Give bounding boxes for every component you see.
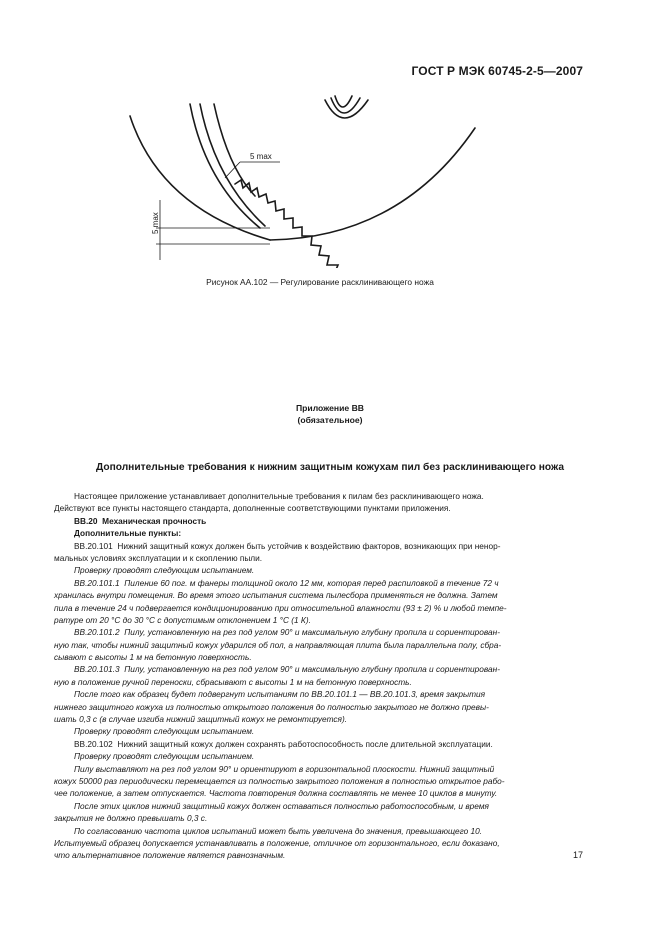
p101-line-1 xyxy=(74,540,584,552)
agree-line-2: Испытуемый образец допускается устанавливать в положение, отличное от горизонтального, если доказано, xyxy=(54,837,500,848)
check-line-2: Проверку проводят следующим испытанием. xyxy=(74,726,255,737)
standard-header: ГОСТ Р МЭК 60745-2-5—2007 xyxy=(411,64,583,78)
p1013-text: Пилу, установленную на рез под углом 90° и максимальную глубину пропила и сориентирован- xyxy=(124,664,500,675)
figure-caption: Рисунок АА.102 — Регулирование расклинивающего ножа xyxy=(206,277,434,287)
agree-line-3: что альтернативное положение является равнозначным. xyxy=(54,850,286,861)
check-line-1: Проверку проводят следующим испытанием. xyxy=(74,565,255,576)
p1012-line-3: сывают с высоты 1 м на бетонную поверхность. xyxy=(54,652,252,663)
after-line-1: После того как образец будет подвергнут испытаниям по ВВ.20.101.1 — ВВ.20.101.3, время закрытия xyxy=(74,689,486,700)
mounting-slot xyxy=(335,96,352,107)
p1012-text: Пилу, установленную на рез под углом 90° и максимальную глубину пропила и сориентирован- xyxy=(124,627,500,638)
additional-items: Дополнительные пункты: xyxy=(74,528,182,539)
p1012-line-1 xyxy=(74,626,584,638)
cycles-line-1: После этих циклов нижний защитный кожух должен оставаться полностью работоспособным, и время xyxy=(74,800,489,811)
body-text xyxy=(54,490,584,862)
p1013-line-2: ную в положение ручной переноски, сбрасывают с высоты 1 м на бетонную поверхность. xyxy=(54,676,412,687)
p1012-num: ВВ.20.101.2 xyxy=(74,627,120,638)
p1012-line-2: ную так, чтобы нижний защитный кожух ударился об пол, а направляющая плита была параллельна полу, сбра- xyxy=(54,639,502,650)
p102-num: ВВ.20.102 xyxy=(74,738,113,749)
mounting-arc xyxy=(325,100,368,118)
p101-line-2: мальных условиях эксплуатации и к скоплению пыли. xyxy=(54,552,263,563)
p101-num: ВВ.20.101 xyxy=(74,540,113,551)
section-heading xyxy=(74,515,584,527)
section-num: ВВ.20 xyxy=(74,515,98,526)
p1011-num: ВВ.20.101.1 xyxy=(74,577,120,588)
after-line-2: нижнего защитного кожуха из полностью открытого положения до полностью закрытого не должно превы- xyxy=(54,701,489,712)
p1011-text: Пиление 60 пог. м фанеры толщиной около 12 мм, которая перед распиловкой в течение 72 ч xyxy=(124,577,499,588)
saw-line-3: чее положение, а затем отпускается. Частота повторения должна составлять не менее 10 циклов в минуту. xyxy=(54,788,498,799)
section-title: Механическая прочность xyxy=(102,515,207,526)
annex-title: Приложение ВВ xyxy=(295,403,364,413)
intro-line-1: Настоящее приложение устанавливает дополнительные требования к пилам без расклинивающего ножа. xyxy=(74,491,484,501)
blade-arc-right xyxy=(270,128,475,240)
p1011-line-3: пила в течение 24 ч подвергается кондиционированию при относительной влажности (93 ± 2) % и любой темпе- xyxy=(54,602,507,613)
main-title: Дополнительные требования к нижним защитным кожухам пил без расклинивающего ножа xyxy=(95,462,565,473)
p1011-line-4: ратуре от 20 °С до 30 °С с допустимым отклонением 1 °С (1 К). xyxy=(54,614,311,625)
p1011-line-2: хранилась внутри помещения. Во время этого испытания система пылесбора применяться не должна. Затем xyxy=(54,590,498,601)
annex-status: (обязательное) xyxy=(297,415,363,425)
saw-line-1: Пилу выставляют на рез под углом 90° и ориентируют в горизонтальной плоскости. Нижний защитный xyxy=(74,763,495,774)
p1011-line-1 xyxy=(74,577,584,589)
saw-line-2: кожух 50000 раз периодически перемещается из полностью закрытого положения в полностью открытое рабо- xyxy=(54,775,505,786)
riving-knife-figure xyxy=(120,88,480,268)
p1013-line-1 xyxy=(74,663,584,675)
cycles-line-2: закрытия не должно превышать 0,3 с. xyxy=(54,813,208,824)
page-number: 17 xyxy=(572,850,583,860)
dimension-leader xyxy=(225,162,240,178)
check-line-3: Проверку проводят следующим испытанием. xyxy=(74,751,255,762)
annex-heading xyxy=(60,402,600,426)
agree-line-1: По согласованию частота циклов испытаний может быть увеличена до значения, превышающего 10. xyxy=(74,825,483,836)
p102-text: Нижний защитный кожух должен сохранять работоспособность после длительной эксплуатации. xyxy=(117,738,493,749)
intro-line-2: Действуют все пункты настоящего стандарта, дополненные соответствующими пунктами приложения. xyxy=(54,503,451,514)
dim-label-top: 5 max xyxy=(250,152,272,161)
p1013-num: ВВ.20.101.3 xyxy=(74,664,120,675)
after-line-3: шать 0,3 с (в случае изгиба нижний защитный кожух не ремонтируется). xyxy=(54,714,348,725)
p101-text: Нижний защитный кожух должен быть устойчив к воздействию факторов, возникающих при ненор- xyxy=(117,540,501,551)
dim-label-side: 5 max xyxy=(151,212,160,234)
p102-line-1 xyxy=(74,738,584,750)
